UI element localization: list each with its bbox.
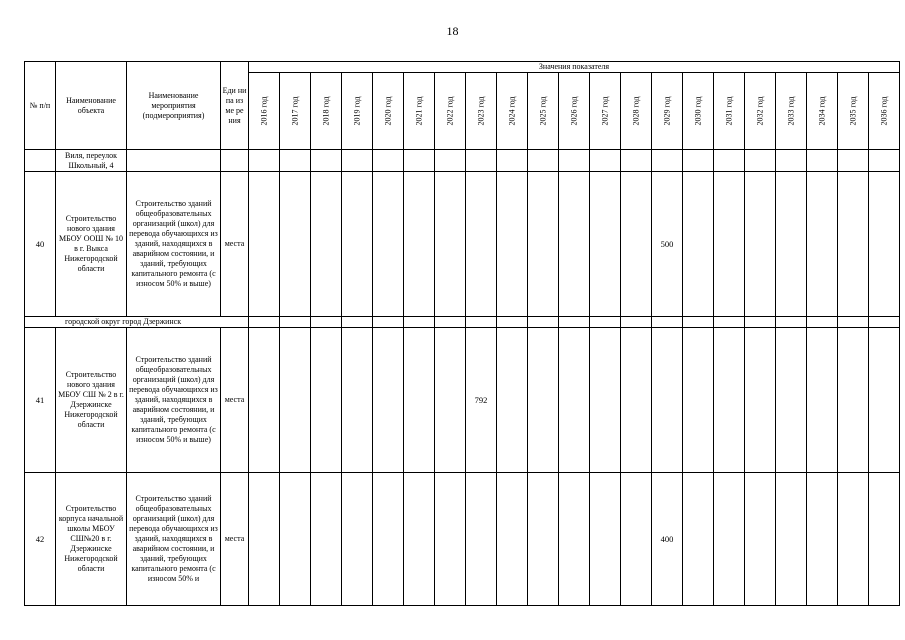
row-num <box>25 150 56 172</box>
value-cell <box>683 172 714 317</box>
header-year-label: 2020 год <box>382 96 392 126</box>
value-cell <box>869 172 900 317</box>
value-cell <box>466 317 497 328</box>
header-year <box>838 73 869 150</box>
header-year-label: 2017 год <box>289 96 299 126</box>
header-year-label: 2033 год <box>785 96 795 126</box>
value-cell <box>373 150 404 172</box>
value-cell <box>745 150 776 172</box>
value-cell <box>652 328 683 473</box>
header-year <box>776 73 807 150</box>
header-year <box>373 73 404 150</box>
region-label: городской округ город Дзержинск <box>25 317 249 328</box>
value-cell <box>435 473 466 606</box>
header-year <box>497 73 528 150</box>
header-year-label: 2027 год <box>599 96 609 126</box>
value-cell <box>559 317 590 328</box>
value-cell <box>404 328 435 473</box>
row-measure <box>127 150 221 172</box>
value-cell <box>342 150 373 172</box>
value-cell <box>869 328 900 473</box>
value-cell <box>373 328 404 473</box>
value-cell <box>249 328 280 473</box>
value-cell <box>249 317 280 328</box>
value-cell <box>373 317 404 328</box>
header-year <box>466 73 497 150</box>
row-object: Виля, переулок Школьный, 4 <box>56 150 127 172</box>
value-cell <box>559 150 590 172</box>
table-row <box>25 328 900 473</box>
value-cell <box>714 473 745 606</box>
value-cell <box>869 473 900 606</box>
value-cell <box>528 328 559 473</box>
value-cell <box>776 317 807 328</box>
value-cell <box>466 473 497 606</box>
header-year <box>621 73 652 150</box>
value-cell <box>404 317 435 328</box>
header-year <box>249 73 280 150</box>
value-cell <box>497 473 528 606</box>
header-year-label: 2025 год <box>537 96 547 126</box>
value-cell <box>745 328 776 473</box>
value-cell <box>776 328 807 473</box>
header-year-label: 2032 год <box>754 96 764 126</box>
value-cell <box>838 473 869 606</box>
header-year <box>714 73 745 150</box>
value-cell <box>311 150 342 172</box>
header-year <box>869 73 900 150</box>
header-year-label: 2035 год <box>847 96 857 126</box>
value-cell <box>590 150 621 172</box>
header-year-label: 2026 год <box>568 96 578 126</box>
value-cell <box>869 150 900 172</box>
row-unit: места <box>221 328 249 473</box>
value-cell <box>497 150 528 172</box>
value-cell <box>745 317 776 328</box>
value-cell <box>311 172 342 317</box>
value-cell <box>621 172 652 317</box>
value-cell <box>807 150 838 172</box>
value-cell <box>404 150 435 172</box>
value-cell <box>280 317 311 328</box>
value-cell <box>745 473 776 606</box>
header-year <box>559 73 590 150</box>
value-cell <box>249 150 280 172</box>
value-cell <box>776 150 807 172</box>
row-unit: места <box>221 172 249 317</box>
value-cell <box>621 473 652 606</box>
header-measure-name: Наименование мероприятия (подмероприятия) <box>127 62 221 150</box>
value-cell: 500 <box>652 172 683 317</box>
value-cell <box>838 317 869 328</box>
header-year-label: 2034 год <box>816 96 826 126</box>
value-cell <box>528 150 559 172</box>
table-row <box>25 150 900 172</box>
value-cell <box>435 317 466 328</box>
value-cell <box>714 328 745 473</box>
value-cell <box>528 473 559 606</box>
header-row-top <box>25 62 900 73</box>
value-cell <box>249 172 280 317</box>
indicator-table <box>24 61 900 606</box>
value-cell <box>497 317 528 328</box>
header-year <box>807 73 838 150</box>
row-num: 40 <box>25 172 56 317</box>
header-unit: Еди ни па из ме ре ния <box>221 62 249 150</box>
value-cell <box>838 150 869 172</box>
value-cell <box>559 473 590 606</box>
value-cell <box>311 328 342 473</box>
header-year-label: 2018 год <box>320 96 330 126</box>
value-cell <box>373 172 404 317</box>
value-cell <box>621 328 652 473</box>
value-cell <box>559 172 590 317</box>
page-number: 18 <box>446 24 459 38</box>
row-measure: Строительство зданий общеобразовательных организаций (школ) для перевода обучающихся из зданий, находящихся в аварийном состоянии, и зданий, требующих капитального ремонта (с износом 50% и <box>127 473 221 606</box>
value-cell <box>807 328 838 473</box>
header-year-label: 2021 год <box>413 96 423 126</box>
value-cell: 792 <box>466 328 497 473</box>
value-cell <box>249 473 280 606</box>
row-object: Строительство нового здания МБОУ СШ № 2 в г. Дзержинске Нижегородской области <box>56 328 127 473</box>
header-year-label: 2022 год <box>444 96 454 126</box>
value-cell <box>838 328 869 473</box>
header-year <box>311 73 342 150</box>
region-row <box>25 317 900 328</box>
row-measure: Строительство зданий общеобразовательных организаций (школ) для перевода обучающихся из зданий, находящихся в аварийном состоянии, и зданий, требующих капитального ремонта (с износом 50% и выше) <box>127 172 221 317</box>
value-cell <box>776 172 807 317</box>
value-cell <box>776 473 807 606</box>
value-cell <box>714 150 745 172</box>
row-object: Строительство нового здания МБОУ ООШ № 10 в г. Выкса Нижегородской области <box>56 172 127 317</box>
row-num: 41 <box>25 328 56 473</box>
value-cell <box>621 317 652 328</box>
value-cell <box>404 172 435 317</box>
value-cell <box>869 317 900 328</box>
value-cell <box>807 317 838 328</box>
table-row <box>25 473 900 606</box>
value-cell <box>590 328 621 473</box>
value-cell <box>466 172 497 317</box>
header-year <box>528 73 559 150</box>
value-cell <box>714 317 745 328</box>
value-cell <box>342 473 373 606</box>
value-cell <box>807 473 838 606</box>
value-cell <box>497 328 528 473</box>
value-cell <box>280 172 311 317</box>
value-cell <box>807 172 838 317</box>
value-cell <box>590 317 621 328</box>
header-year-label: 2016 год <box>258 96 268 126</box>
header-year <box>590 73 621 150</box>
value-cell <box>590 473 621 606</box>
header-object-name: Наименование объекта <box>56 62 127 150</box>
value-cell <box>559 328 590 473</box>
header-year <box>683 73 714 150</box>
header-year <box>280 73 311 150</box>
value-cell <box>683 473 714 606</box>
value-cell <box>683 328 714 473</box>
value-cell <box>683 150 714 172</box>
header-year-label: 2029 год <box>661 96 671 126</box>
header-year-label: 2028 год <box>630 96 640 126</box>
value-cell <box>311 473 342 606</box>
value-cell <box>373 473 404 606</box>
value-cell <box>435 328 466 473</box>
row-object: Строительство корпуса начальной школы МБОУ СШ№20 в г. Дзержинске Нижегородской области <box>56 473 127 606</box>
value-cell <box>528 172 559 317</box>
value-cell <box>652 150 683 172</box>
row-num: 42 <box>25 473 56 606</box>
header-year <box>745 73 776 150</box>
value-cell <box>435 150 466 172</box>
value-cell <box>404 473 435 606</box>
row-unit: места <box>221 473 249 606</box>
value-cell <box>745 172 776 317</box>
value-cell <box>280 150 311 172</box>
header-year <box>342 73 373 150</box>
row-unit <box>221 150 249 172</box>
header-year-label: 2019 год <box>351 96 361 126</box>
value-cell <box>342 328 373 473</box>
header-values-title: Значения показателя <box>249 62 900 73</box>
header-year-label: 2024 год <box>506 96 516 126</box>
header-year-label: 2023 год <box>475 96 485 126</box>
value-cell <box>652 317 683 328</box>
value-cell <box>528 317 559 328</box>
value-cell: 400 <box>652 473 683 606</box>
value-cell <box>590 172 621 317</box>
value-cell <box>280 473 311 606</box>
value-cell <box>621 150 652 172</box>
header-year-label: 2036 год <box>878 96 888 126</box>
value-cell <box>280 328 311 473</box>
table-row <box>25 172 900 317</box>
header-year <box>435 73 466 150</box>
value-cell <box>497 172 528 317</box>
header-year-label: 2031 год <box>723 96 733 126</box>
header-year-label: 2030 год <box>692 96 702 126</box>
header-year <box>404 73 435 150</box>
value-cell <box>342 172 373 317</box>
value-cell <box>838 172 869 317</box>
header-year <box>652 73 683 150</box>
value-cell <box>342 317 373 328</box>
value-cell <box>683 317 714 328</box>
value-cell <box>466 150 497 172</box>
header-num: № п/п <box>25 62 56 150</box>
value-cell <box>714 172 745 317</box>
row-measure: Строительство зданий общеобразовательных организаций (школ) для перевода обучающихся из зданий, находящихся в аварийном состоянии, и зданий, требующих капитального ремонта (с износом 50% и выше) <box>127 328 221 473</box>
value-cell <box>311 317 342 328</box>
value-cell <box>435 172 466 317</box>
